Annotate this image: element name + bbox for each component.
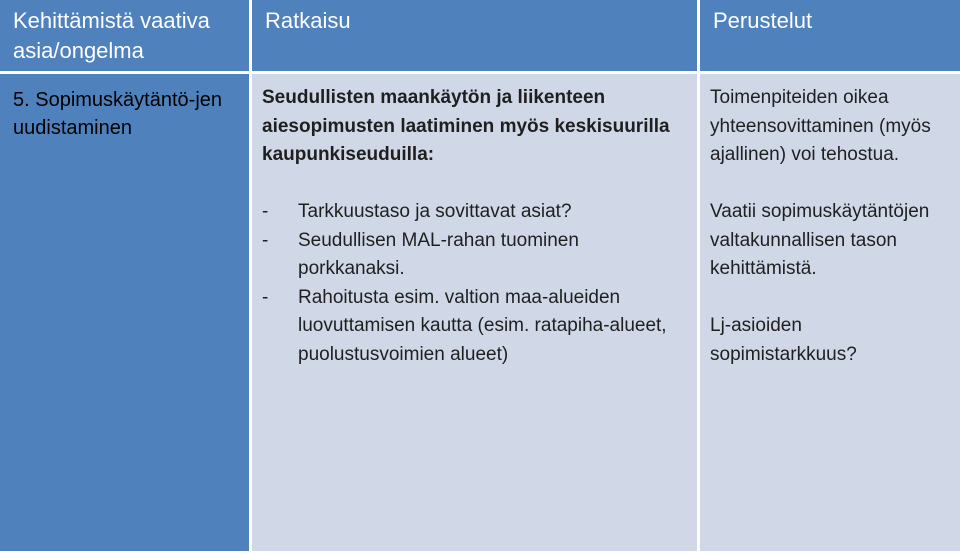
- bullet-text: Seudullisen MAL-rahan tuominen porkkanaksi.: [298, 229, 579, 279]
- issue-cell: [0, 74, 252, 554]
- solution-cell: [252, 74, 700, 554]
- issue-text: 5. Sopimuskäytäntö-jen uudistaminen: [13, 89, 223, 139]
- header-issue-label: Kehittämistä vaativa asia/ongelma: [13, 8, 210, 63]
- header-rationale: [700, 0, 960, 74]
- solution-intro: Seudullisten maankäytön ja liikenteen aiesopimusten laatiminen myös keskisuurilla kaupunkiseuduilla:: [262, 87, 670, 165]
- dash-bullet: -: [262, 229, 269, 251]
- spacer: [710, 170, 948, 199]
- list-item: [262, 227, 683, 284]
- header-solution: [252, 0, 700, 74]
- bullet-text: Rahoitusta esim. valtion maa-alueiden luovuttamisen kautta (esim. ratapiha-alueet, puolustusvoimien alueet): [298, 286, 667, 365]
- rationale-paragraph-3: Lj-asioiden sopimistarkkuus?: [710, 315, 857, 365]
- spacer: [262, 170, 683, 199]
- rationale-paragraph-1: Toimenpiteiden oikea yhteensovittaminen (myös ajallinen) voi tehostua.: [710, 87, 931, 165]
- list-item: [262, 198, 683, 227]
- dash-bullet: -: [262, 201, 269, 222]
- header-issue: [0, 0, 252, 74]
- list-item: [262, 284, 683, 370]
- header-solution-label: Ratkaisu: [265, 8, 351, 33]
- rationale-cell: [700, 74, 960, 554]
- rationale-paragraph-2: Vaatii sopimuskäytäntöjen valtakunnallisen tason kehittämistä.: [710, 201, 930, 279]
- solution-bullet-list: [262, 198, 683, 369]
- header-rationale-label: Perustelut: [713, 8, 813, 33]
- bullet-text: Tarkkuustaso ja sovittavat asiat?: [298, 201, 572, 222]
- dash-bullet: -: [262, 286, 269, 308]
- spacer: [710, 284, 948, 313]
